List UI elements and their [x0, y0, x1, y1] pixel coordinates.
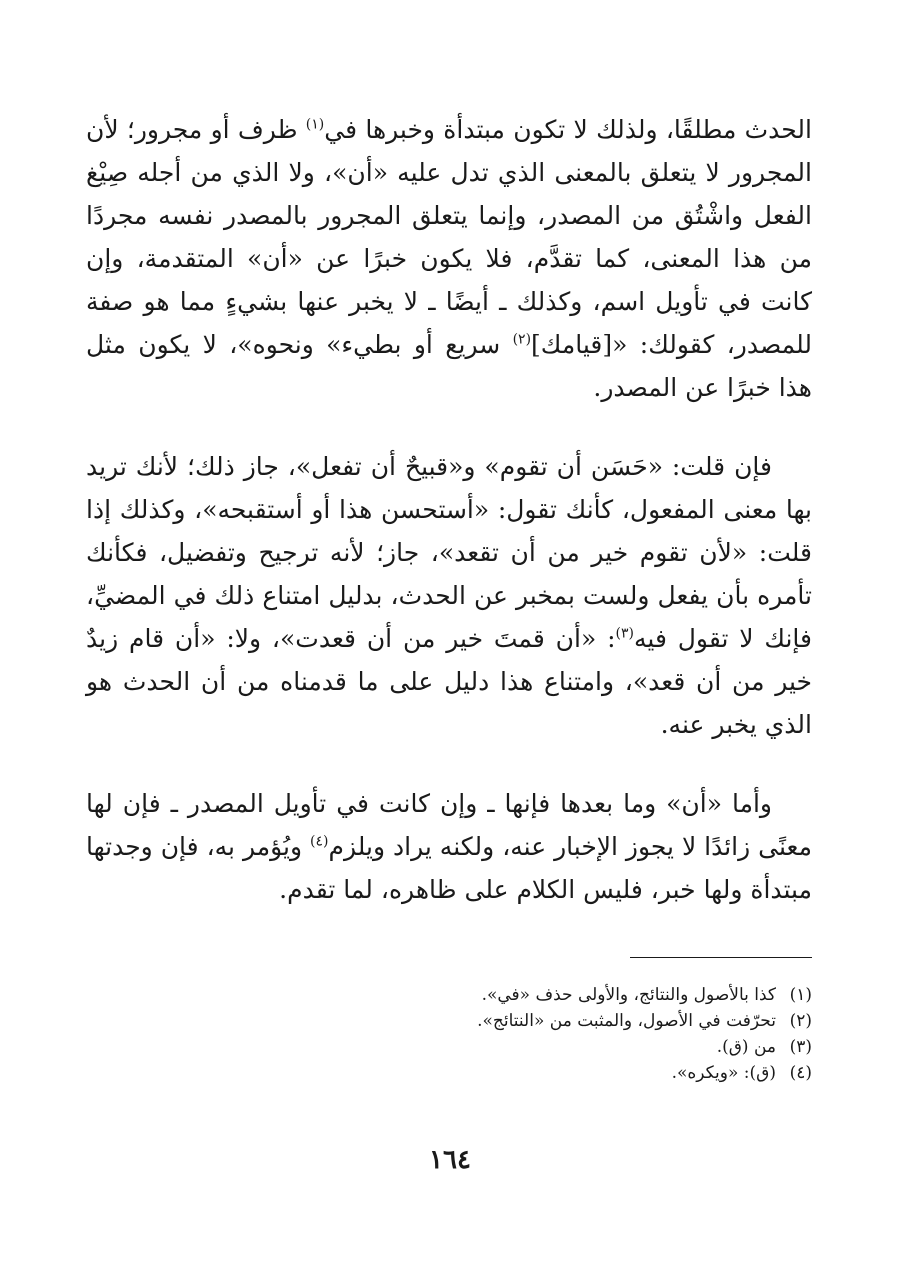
footnotes-list [86, 982, 812, 1086]
footnote-3 [86, 1034, 812, 1060]
footnote-3-text: من (ق). [716, 1037, 776, 1057]
main-text [86, 108, 812, 911]
footnote-divider [630, 957, 812, 958]
footnote-4 [86, 1060, 812, 1086]
paragraph-2 [86, 445, 812, 746]
paragraph-3-text-2: ويُؤمر به، فإن وجدتها مبتدأة ولها خبر، فليس الكلام على ظاهره، لما تقدم. [86, 832, 812, 904]
footnote-4-text: (ق): «ويكره». [671, 1063, 776, 1083]
footnote-2-text: تحرّفت في الأصول، والمثبت من «النتائج». [477, 1011, 776, 1031]
page-number: ١٦٤ [429, 1145, 471, 1175]
footnote-ref-4: (٤) [310, 833, 329, 850]
footnote-ref-3: (٣) [615, 625, 635, 642]
footnote-3-number: (٣) [789, 1037, 812, 1057]
footnote-1-number: (١) [789, 985, 812, 1005]
paragraph-1 [86, 108, 812, 409]
footnote-ref-2: (٢) [512, 331, 532, 348]
paragraph-3-text-1: وأما «أن» وما بعدها فإنها ـ وإن كانت في تأويل المصدر ـ فإن لها معنًى زائدًا لا يجوز الإخبار عنه، ولكنه يراد ويلزم [86, 789, 812, 861]
paragraph-1-text-1: الحدث مطلقًا، ولذلك لا تكون مبتدأة وخبرها في [324, 115, 813, 144]
paragraph-1-text-3: سريع أو بطيء» ونحوه»، لا يكون مثل هذا خبرًا عن المصدر. [86, 330, 812, 402]
paragraph-3 [86, 782, 812, 911]
paragraph-1-text-2: ظرف أو مجرور؛ لأن المجرور لا يتعلق بالمعنى الذي تدل عليه «أن»، ولا الذي من أجله صِيْغ الفعل واشْتُق من المصدر، وإنما يتعلق المجرور بالمصدر نفسه مجردًا من هذا المعنى، كما تقدَّم، فلا يكون خبرًا عن «أن» المتقدمة، وإن كانت في تأويل اسم، وكذلك ـ أيضًا ـ لا يخبر عنها بشيءٍ مما هو صفة للمصدر، كقولك: «[قيامك] [86, 115, 812, 359]
footnote-4-number: (٤) [789, 1063, 812, 1083]
footnote-2-number: (٢) [789, 1011, 812, 1031]
footnote-2 [86, 1008, 812, 1034]
footnote-1 [86, 982, 812, 1008]
paragraph-2-text-1: فإن قلت: «حَسَن أن تقوم» و«قبيحٌ أن تفعل»، جاز ذلك؛ لأنك تريد بها معنى المفعول، كأنك تقول: «أستحسن هذا أو أستقبحه»، وكذلك إذا قلت: «لأن تقوم خير من أن تقعد»، جاز؛ لأنه ترجيح وتفضيل، فكأنك تأمره بأن يفعل ولست بمخبر عن الحدث، بدليل امتناع ذلك في المضيِّ، فإنك لا تقول فيه [86, 452, 812, 653]
footnote-1-text: كذا بالأصول والنتائج، والأولى حذف «في». [481, 985, 776, 1005]
paragraph-2-text-2: : «أن قمتَ خير من أن قعدت»، ولا: «أن قام زيدٌ خير من أن قعد»، وامتناع هذا دليل على ما قدمناه من أن الحدث هو الذي يخبر عنه. [86, 624, 812, 739]
footnote-ref-1: (١) [305, 116, 325, 133]
